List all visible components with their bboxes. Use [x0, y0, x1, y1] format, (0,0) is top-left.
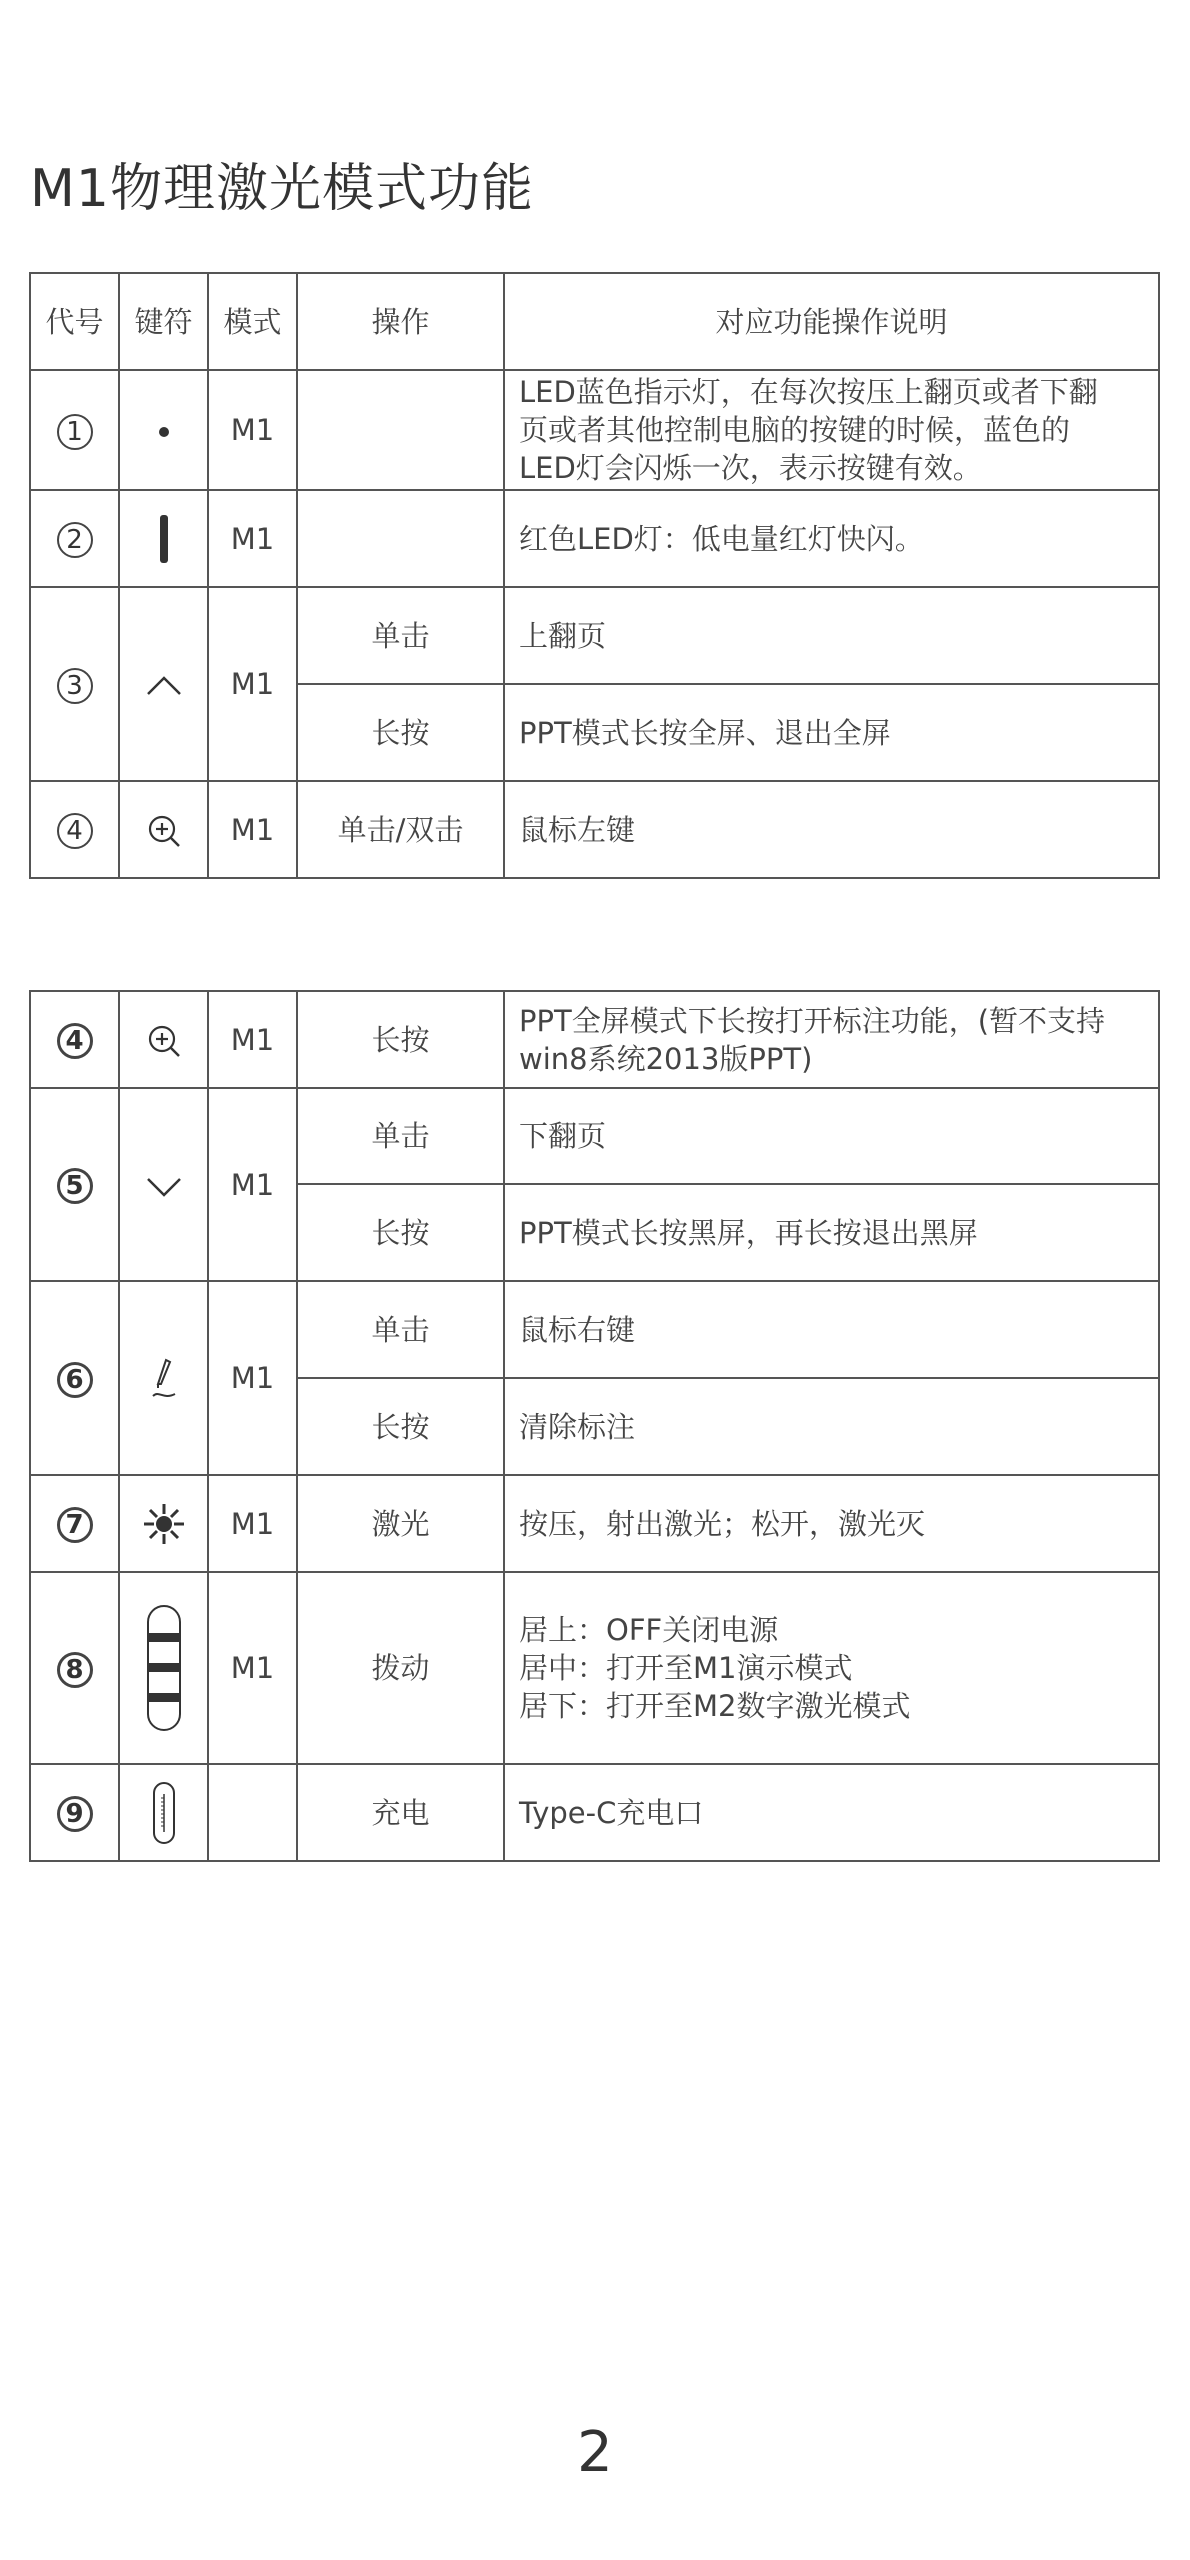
op-value: 充电: [297, 1764, 504, 1861]
function-table-2: [29, 990, 1160, 1862]
table-row: [30, 370, 1159, 490]
op-value: 长按: [297, 1378, 504, 1475]
mode-value: M1: [208, 991, 297, 1088]
mode-value: M1: [208, 1475, 297, 1572]
op-value: 单击/双击: [297, 781, 504, 878]
code-number: 9: [57, 1796, 93, 1832]
header-key: 键符: [119, 273, 208, 370]
chevron-down-icon: [144, 1175, 184, 1199]
desc-value: 按压，射出激光；松开，激光灭: [504, 1475, 1159, 1572]
code-number: 4: [57, 1023, 93, 1059]
desc-value: 红色LED灯：低电量红灯快闪。: [504, 490, 1159, 587]
op-value: 长按: [297, 684, 504, 781]
table-row: [30, 781, 1159, 878]
header-op: 操作: [297, 273, 504, 370]
op-value: 单击: [297, 587, 504, 684]
mode-value: M1: [208, 370, 297, 490]
table-header-row: [30, 273, 1159, 370]
mode-value: M1: [208, 1281, 297, 1475]
op-value: [297, 490, 504, 587]
bar-icon: [157, 513, 171, 565]
op-value: 激光: [297, 1475, 504, 1572]
page-number: 2: [577, 2420, 613, 2485]
table-row: [30, 490, 1159, 587]
dot-icon: [154, 422, 174, 442]
mode-value: M1: [208, 1572, 297, 1764]
op-value: 长按: [297, 1184, 504, 1281]
desc-value: PPT全屏模式下长按打开标注功能，(暂不支持 win8系统2013版PPT): [504, 991, 1159, 1088]
table-row: [30, 1475, 1159, 1572]
code-number: 5: [57, 1168, 93, 1204]
op-value: 单击: [297, 1281, 504, 1378]
slide-switch-icon: [144, 1603, 184, 1733]
header-mode: 模式: [208, 273, 297, 370]
desc-value: 居上：OFF关闭电源 居中：打开至M1演示模式 居下：打开至M2数字激光模式: [504, 1572, 1159, 1764]
desc-value: 上翻页: [504, 587, 1159, 684]
mode-value: [208, 1764, 297, 1861]
header-code: 代号: [30, 273, 119, 370]
table-row: [30, 1281, 1159, 1378]
op-value: 拨动: [297, 1572, 504, 1764]
table-row: [30, 1764, 1159, 1861]
code-number: 4: [57, 813, 93, 849]
mode-value: M1: [208, 587, 297, 781]
mode-value: M1: [208, 490, 297, 587]
table-row: [30, 991, 1159, 1088]
code-number: 2: [57, 522, 93, 558]
table-row: [30, 1572, 1159, 1764]
desc-value: 下翻页: [504, 1088, 1159, 1184]
code-number: 6: [57, 1362, 93, 1398]
table-row: [30, 587, 1159, 684]
usb-c-port-icon: [151, 1780, 177, 1846]
laser-burst-icon: [142, 1502, 186, 1546]
code-number: 7: [57, 1507, 93, 1543]
mode-value: M1: [208, 1088, 297, 1281]
header-desc: 对应功能操作说明: [504, 273, 1159, 370]
code-number: 1: [57, 414, 93, 450]
mode-value: M1: [208, 781, 297, 878]
desc-value: 鼠标右键: [504, 1281, 1159, 1378]
table-row: [30, 1088, 1159, 1184]
desc-value: LED蓝色指示灯，在每次按压上翻页或者下翻 页或者其他控制电脑的按键的时候，蓝色的 LED灯会闪烁一次，表示按键有效。: [504, 370, 1159, 490]
zoom-in-icon: [146, 813, 182, 849]
function-table-1: [29, 272, 1160, 879]
desc-value: 清除标注: [504, 1378, 1159, 1475]
chevron-up-icon: [144, 674, 184, 698]
desc-value: Type-C充电口: [504, 1764, 1159, 1861]
desc-value: PPT模式长按黑屏，再长按退出黑屏: [504, 1184, 1159, 1281]
op-value: [297, 370, 504, 490]
code-number: 3: [57, 668, 93, 704]
desc-value: PPT模式长按全屏、退出全屏: [504, 684, 1159, 781]
pen-icon: [149, 1356, 179, 1400]
op-value: 长按: [297, 991, 504, 1088]
code-number: 8: [57, 1652, 93, 1688]
page-title: M1物理激光模式功能: [30, 159, 534, 219]
desc-value: 鼠标左键: [504, 781, 1159, 878]
zoom-in-icon: [146, 1023, 182, 1059]
op-value: 单击: [297, 1088, 504, 1184]
